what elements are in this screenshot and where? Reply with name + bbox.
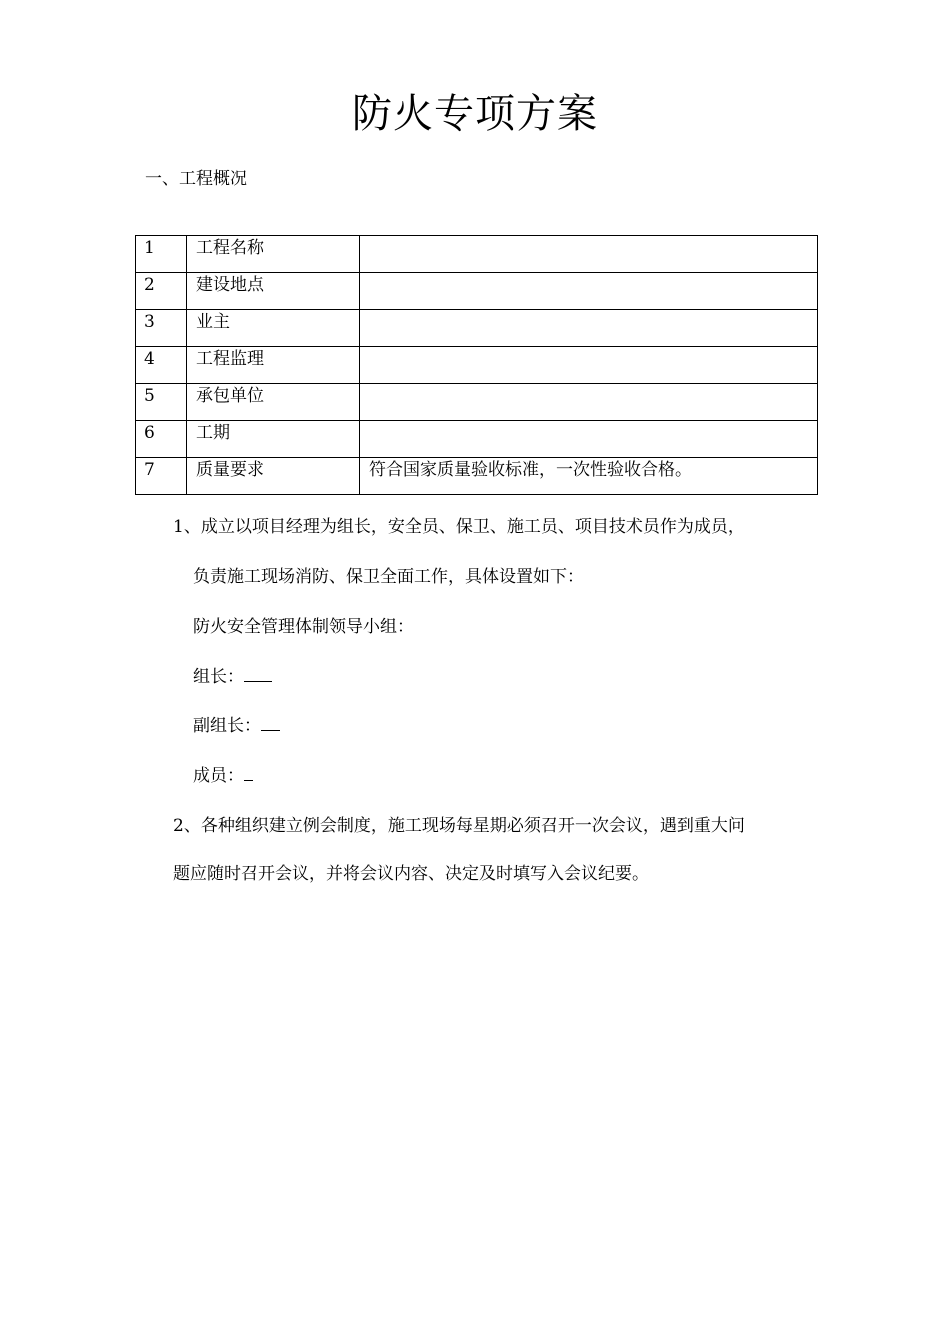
leader-blank <box>244 664 272 682</box>
leader-line <box>193 664 272 690</box>
row-item-label: 承包单位 <box>187 384 360 421</box>
row-value <box>360 273 818 310</box>
row-item-label: 建设地点 <box>187 273 360 310</box>
page-title: 防火专项方案 <box>352 91 598 137</box>
row-item-label: 工程名称 <box>187 236 360 273</box>
row-number: 7 <box>136 458 187 495</box>
row-value <box>360 310 818 347</box>
row-number: 4 <box>136 347 187 384</box>
table-row <box>136 310 818 347</box>
row-number: 2 <box>136 273 187 310</box>
deputy-leader-line <box>193 713 280 739</box>
members-line <box>193 763 253 789</box>
row-value <box>360 384 818 421</box>
table-row <box>136 421 818 458</box>
row-item-label: 业主 <box>187 310 360 347</box>
row-item-label: 工期 <box>187 421 360 458</box>
project-info-table <box>135 235 818 495</box>
deputy-leader-blank <box>261 713 280 731</box>
row-item-label: 工程监理 <box>187 347 360 384</box>
members-label: 成员： <box>193 766 244 786</box>
table-row <box>136 384 818 421</box>
paragraph-2-line-1: 2、各种组织建立例会制度，施工现场每星期必须召开一次会议，遇到重大问 <box>173 816 745 836</box>
leader-label: 组长： <box>193 667 244 687</box>
row-value <box>360 421 818 458</box>
row-value <box>360 347 818 384</box>
row-value <box>360 236 818 273</box>
members-blank <box>244 763 253 781</box>
row-number: 5 <box>136 384 187 421</box>
table-row <box>136 347 818 384</box>
paragraph-1-line-2: 负责施工现场消防、保卫全面工作，具体设置如下： <box>193 567 584 587</box>
table-row <box>136 236 818 273</box>
table-row <box>136 458 818 495</box>
row-number: 6 <box>136 421 187 458</box>
paragraph-2-line-2: 题应随时召开会议，并将会议内容、决定及时填写入会议纪要。 <box>173 864 649 884</box>
row-item-label: 质量要求 <box>187 458 360 495</box>
deputy-leader-label: 副组长： <box>193 716 261 736</box>
table-row <box>136 273 818 310</box>
paragraph-1-line-1: 1、成立以项目经理为组长，安全员、保卫、施工员、项目技术员作为成员， <box>173 517 745 537</box>
row-number: 1 <box>136 236 187 273</box>
leadership-group-title: 防火安全管理体制领导小组： <box>193 617 414 637</box>
section-heading-project-overview: 一、工程概况 <box>145 169 247 189</box>
row-value: 符合国家质量验收标准，一次性验收合格。 <box>360 458 818 495</box>
row-number: 3 <box>136 310 187 347</box>
